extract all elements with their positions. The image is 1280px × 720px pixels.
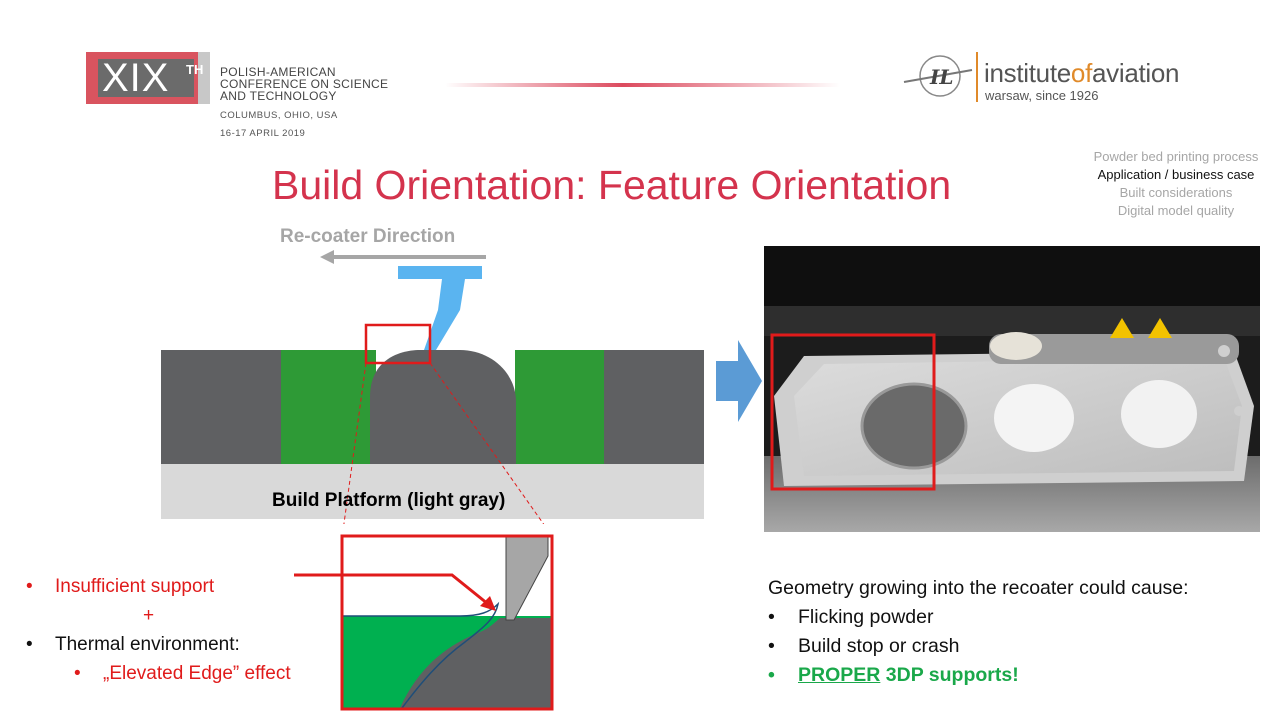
bullet-plus <box>26 601 291 630</box>
bullet-item: • Thermal environment: <box>26 634 240 655</box>
institute-subtitle: warsaw, since 1926 <box>985 88 1099 103</box>
bullet-proper: PROPER <box>798 664 881 686</box>
agenda-list <box>1070 148 1280 220</box>
printer-chamber-image <box>764 246 1260 532</box>
printer-chamber-photo <box>764 246 1260 532</box>
bullet-item: • Insufficient support <box>26 576 215 597</box>
bullet-item: • „Elevated Edge” effect <box>74 663 291 684</box>
institute-name <box>984 58 1179 89</box>
green-region-right <box>515 350 604 464</box>
bullet-elevated-edge: „Elevated Edge” effect <box>103 663 291 684</box>
left-bullet-list <box>26 572 291 688</box>
header-decorative-line <box>445 83 840 87</box>
bullet-item: • Build stop or crash <box>768 635 960 657</box>
bullet-supports: 3DP supports! <box>880 664 1019 686</box>
right-bullet-list <box>768 574 1189 690</box>
institute-divider <box>976 52 978 102</box>
slide-title: Build Orientation: Feature Orientation <box>272 162 952 208</box>
green-region-left <box>281 350 376 464</box>
recoater-direction-label: Re-coater Direction <box>280 226 456 247</box>
agenda-item: Digital model quality <box>1117 203 1235 218</box>
bullet-item: • PROPER 3DP supports! <box>768 664 1019 686</box>
pointer-arrow-icon <box>290 566 502 614</box>
part-left <box>161 350 281 464</box>
bullet-flicking-powder: Flicking powder <box>798 606 934 628</box>
conference-name-line2: CONFERENCE ON SCIENCE <box>220 77 389 91</box>
institute-emblem-icon <box>900 48 974 104</box>
plus-sign: + <box>143 605 155 626</box>
conference-name-line3: AND TECHNOLOGY <box>220 89 337 103</box>
conference-name <box>220 66 388 102</box>
institute-name-suffix: aviation <box>1092 58 1180 88</box>
bullet-intro: Geometry growing into the recoater could cause: <box>768 577 1189 599</box>
conference-edition-suffix: TH <box>186 62 204 77</box>
bullet-item: • Flicking powder <box>768 606 934 628</box>
conference-dates: 16-17 APRIL 2019 <box>220 128 306 139</box>
build-platform-label: Build Platform (light gray) <box>272 490 506 511</box>
bullet-build-stop: Build stop or crash <box>798 635 960 657</box>
conference-location: COLUMBUS, OHIO, USA <box>220 110 338 121</box>
institute-name-prefix: institute <box>984 58 1071 88</box>
cross-section-diagram <box>160 262 720 524</box>
recoater-blade <box>398 266 482 350</box>
agenda-item: Powder bed printing process <box>1093 149 1259 164</box>
bullet-insufficient-support: Insufficient support <box>55 576 215 597</box>
part-right <box>604 350 704 464</box>
zoomed-detail <box>340 534 556 712</box>
arrow-right-icon <box>716 340 764 422</box>
bullet-thermal-environment: Thermal environment: <box>55 634 240 655</box>
conference-name-line1: POLISH-AMERICAN <box>220 65 336 79</box>
agenda-item: Built considerations <box>1119 185 1233 200</box>
dome-feature <box>370 350 516 464</box>
conference-edition: XIX <box>102 56 170 100</box>
agenda-item-active: Application / business case <box>1097 167 1255 182</box>
svg-text:IL: IL <box>930 65 954 89</box>
institute-name-of: of <box>1070 58 1092 88</box>
